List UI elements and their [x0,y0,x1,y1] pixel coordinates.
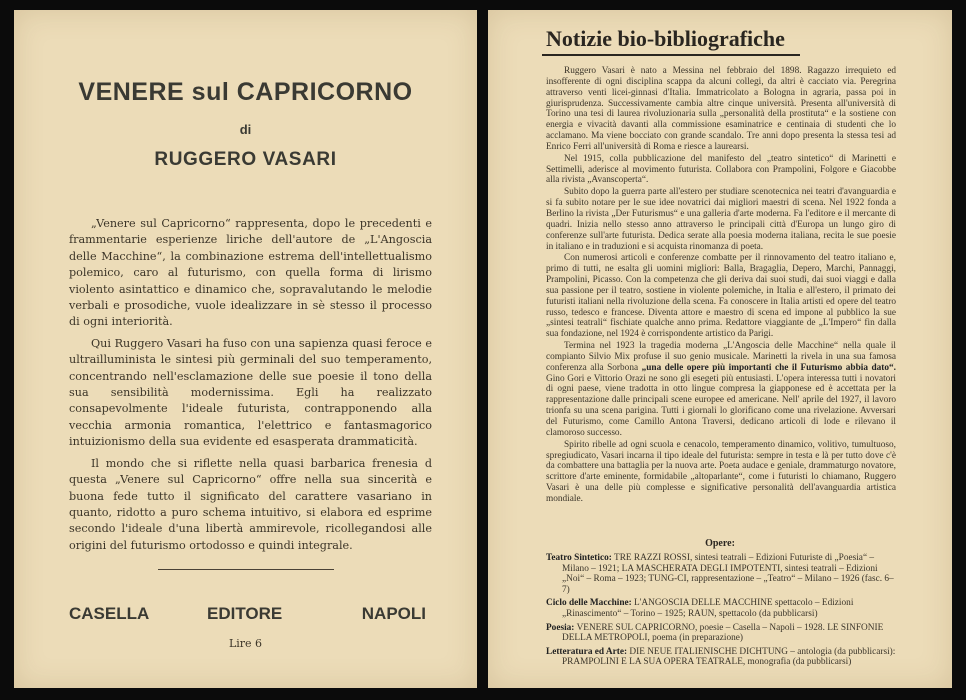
opere-label: Ciclo delle Macchine: [546,598,632,609]
bio-paragraph-6: Spirito ribelle ad ogni scuola e cenacolo, temperamento dinamico, volitivo, tumultuoso, spregiudicato, Vasari incarna il tipo ideale del futurista: sempre in testa e là per tutto dove c'è da combattere una battaglia per la nuova arte. Poeta audace e geniale, drammaturgo novatore, scrittore d'arte eminente, formidabile „altoparlante“, come i futuristi lo chiamano, Ruggero Vasari è una delle più complesse e significative personalità dell'avanguardia artistica mondiale. [546,439,896,504]
bio-paragraph-4: Con numerosi articoli e conferenze combatte per il rinnovamento del teatro italiano e, primo di tutti, ne esalta gli uomini migliori: Balla, Bragaglia, Depero, Marchi, Pannaggi, Prampolini, Picasso. Con la competenza che gli deriva dai suoi studi, dai suoi viaggi e dalla sua passione per il teatro, sostiene in violente polemiche, in Italia e all'estero, il primato dei futuristi italiani nella rivoluzione della scena. Fa conoscere in Italia artisti ed opere del teatro russo, tedesco e francese. Diventa attore e maestro di scena ed impone al pubblico la sue „sintesi teatrali“ fischiate qualche anno prima. Redattore viaggiante de „L'Impero“ fin dalla sua fondazione, nel 1924 è corrispondente artistico da Parigi. [546,253,896,340]
divider-rule [158,569,334,570]
opere-text: VENERE SUL CAPRICORNO, poesie – Casella – Napoli – 1928. LE SINFONIE DELLA METROPOLI, poema (in preparazione) [562,622,884,644]
bio-title-underline [542,54,800,56]
book-title-di: di [239,122,252,137]
left-page [14,10,477,688]
opere-entry [546,553,898,595]
bio-paragraph-3: Subito dopo la guerra parte all'estero per studiare scenotecnica nei teatri d'avanguardia e si fa subito notare per le sue idee novatrici dai migliori maestri di scena. Nel 1922 fonda a Berlino la rivista „Der Futurismus“ e una galleria d'arte moderna. Fa l'editore e il mercante di quadri. Inizia nello stesso anno attraverso le principali città d'Europa un lungo giro di conferenze sull'arte futurista. Dedica serate alla poesia moderna italiana, recita le sue poesie in italiano e in traduzioni e si acquista rinomanza di poeta. [546,187,896,252]
bio-paragraph-5-end: Gino Gori e Vittorio Orazi ne sono gli esegeti più entusiasti. L'opera interessa tutti i novatori di ogni paese, viene tradotta in otto lingue compresa la giapponese ed è accettata per la rappresentazione dalle principali scene europee ed americane. Nell' aprile del 1927, il lavoro trionfa su una scena parigina. Tutti i giornali lo glorificano come una rivelazione. Avversari del Futurismo, come Camillo Antona Traversi, dedicano articoli di lode e rilevano il clamoroso successo. [546,373,896,438]
opere-label: Teatro Sintetico: [546,553,612,563]
opere-text: DIE NEUE ITALIENISCHE DICHTUNG – antologia (da pubblicarsi): PRAMPOLINI E LA SUA OPERA TEATRALE, monografia (da pubblicarsi) [562,646,896,668]
bio-paragraph-5 [546,341,896,439]
bio-paragraph-1: Ruggero Vasari è nato a Messina nel febbraio del 1898. Ragazzo irrequieto ed insofferente di ogni disciplina scappa da alcuni collegi, da altri è cacciato via. Peregrina attraverso venti licei-ginnasi d'Italia. Immatricolato a Bologna in agraria, passa poi in giurisprudenza. Successivamente cambia altre cinque università. Presenta all'università di Torino una tesi di laurea rivoluzionaria sulla „personalità della prostituta“ e la sostiene con energia e vivacità davanti alla commissione esaminatrice e centinaia di studenti che lo acclamano. Ma viene bocciato con grande scandalo. Tre anni dopo presenta la stessa tesi ad Enrico Ferri all'università di Roma e riesce a laurearsi. [546,66,896,152]
bio-text [546,66,896,506]
opere-label: Poesia: [546,622,575,633]
publisher-city: NAPOLI [361,604,426,623]
bio-paragraph-2: Nel 1915, colla pubblicazione del manifesto del „teatro sintetico“ di Marinetti e Settimelli, aderisce al movimento futurista. Collabora con Prampolini, Folgore e Giacobbe alla rivista „Avanscoperta“. [546,153,896,186]
book-title: VENERE sul CAPRICORNO [78,78,413,106]
publisher-editore: EDITORE [207,604,283,623]
bio-paragraph-5-start: Termina nel 1923 la tragedia moderna „L'Angoscia delle Macchine“ nella quale il compianto Silvio Mix profuse il suo genio musicale. Marinetti la rivela in una sua famosa conferenza alla Sorbona [546,341,896,373]
opere-text: TRE RAZZI ROSSI, sintesi teatrali – Edizioni Futuriste di „Poesia“ – Milano – 1921; LA MASCHERATA DEGLI IMPOTENTI, sintesi teatrali – Edizioni „Noi“ – Roma – 1923; TUNG-CI, rappresentazione – „Teatro“ – Milano – 1926 (fasc. 6–7) [562,553,894,595]
price: Lire 6 [228,637,263,650]
description-paragraph-2: Qui Ruggero Vasari ha fuso con una sapienza quasi feroce e ultrailluminista le sintesi più germinali del suo temperamento, concentrando nell'esclamazione delle sue poesie il tono della sua sensibilità modernissima. Egli ha realizzato consapevolmente l'ideale futurista, contrapponendo alla vecchia armonia romantica, l'elettrico e fantasmagorico intuizionismo della sua evidente ed esasperata drammaticità. [69,336,432,449]
opere-entry [546,647,898,668]
description-paragraph-1: „Venere sul Capricorno“ rappresenta, dopo le precedenti e frammentarie esperienze liriche dell'autore de „L'Angoscia delle Macchine“, la combinazione estrema dell'intellettualismo polemico, caro al futurismo, con quella forma di lirismo violento asintattico e dinamico che, sopravalutando le melodie verbali e prosodiche, vuole idealizzare in sè stesso il processo di ogni interiorità. [69,217,432,329]
right-page [488,10,952,688]
publisher-name: CASELLA [69,604,150,623]
book-author: RUGGERO VASARI [154,149,337,170]
opere-label: Letteratura ed Arte: [546,646,628,657]
opere-text: L'ANGOSCIA DELLE MACCHINE spettacolo – Edizioni „Rinascimento“ – Torino – 1925; RAUN, spettacolo (da pubblicarsi) [562,598,854,619]
book-description [69,216,432,559]
opere-entry [546,623,898,644]
opere-heading: Opere: [705,538,735,549]
bio-title: Notizie bio-bibliografiche [546,26,785,51]
opere-list [546,553,898,671]
description-paragraph-3: Il mondo che si riflette nella quasi barbarica frenesia d questa „Venere sul Capricorno“ offre nella sua sincerità e buona fede tutto il significato del carattere vasariano in quanto, ridotto a puro schema intuitivo, si elabora ed esprime secondo l'ideale d'una libertà ammirevole, ricollegandosi alle origini del futurismo ortodosso e quindi integrale. [69,456,432,552]
opere-entry [546,598,898,619]
bio-quote-bold: „una delle opere più importanti che il Futurismo abbia dato“. [641,362,896,373]
